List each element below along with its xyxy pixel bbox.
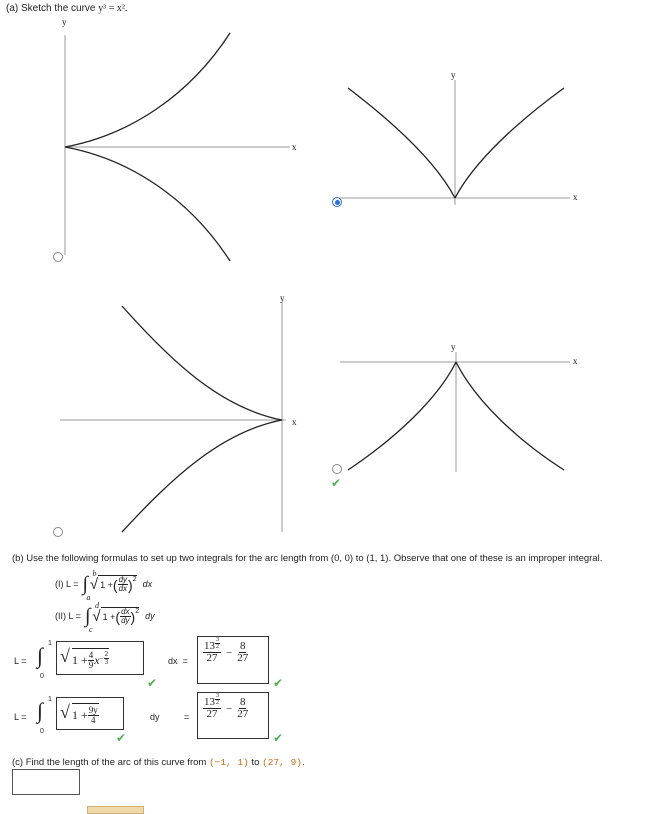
row1-result-den2: 27 xyxy=(237,652,249,664)
row2-eq: = xyxy=(184,712,190,722)
radio-option-3[interactable] xyxy=(53,527,63,537)
row1-minus: − xyxy=(226,646,233,659)
part-c-prefix: (c) Find the length of the arc of this curve from xyxy=(12,757,209,768)
row2-integrand-input[interactable] xyxy=(56,697,124,730)
row1-lower: 0 xyxy=(40,673,44,680)
formula1-exp: 2 xyxy=(132,576,137,583)
integral-sign: ∫ xyxy=(37,643,44,668)
row2-L-label: L = xyxy=(14,712,27,722)
row1-result-exp-den: 2 xyxy=(216,644,219,650)
formula1-dnum: dy xyxy=(118,575,128,584)
formula2-radicand: 1 + ( $\frac{dx}{dy}$ ) $^2$ xyxy=(102,607,140,625)
formula1-dden: dx xyxy=(118,584,128,593)
graph4-y-label: y xyxy=(451,342,456,352)
formula1-upper: b xyxy=(92,568,97,578)
row2-radicand xyxy=(72,703,99,725)
row1-one: 1 + xyxy=(72,653,88,667)
part-a-prompt-text: (a) Sketch the curve xyxy=(6,3,99,14)
part-c-answer-input[interactable] xyxy=(12,769,80,795)
part-c-point2: (27, 9) xyxy=(262,757,302,768)
formula2-dden: dy xyxy=(121,616,130,625)
row2-result-exp: 3 xyxy=(216,693,219,699)
part-c-prompt xyxy=(12,757,305,768)
row1-num: 4 xyxy=(88,650,94,660)
row1-exp xyxy=(100,651,109,666)
row2-result-exp-den: 2 xyxy=(216,700,219,706)
row2-upper: 1 xyxy=(48,696,52,703)
row2-result-input[interactable] xyxy=(197,692,269,739)
part-a-prompt xyxy=(6,3,127,14)
row2-lower: 0 xyxy=(40,728,44,735)
radio-option-4[interactable] xyxy=(332,464,342,474)
integral-sign: ∫ b a xyxy=(82,568,97,602)
formula2-upper: d xyxy=(94,600,99,610)
row1-result-base: 13 xyxy=(204,640,215,652)
radio-option-2[interactable] xyxy=(332,197,342,207)
row2-result-den: 27 xyxy=(206,708,218,720)
formula2-dnum: dx xyxy=(121,607,130,616)
graph4-x-label: x xyxy=(573,356,578,366)
graph2-y-label: y xyxy=(451,70,456,80)
formula2-exp: 2 xyxy=(135,608,140,615)
radio-option-1[interactable] xyxy=(53,252,63,262)
integral-sign: ∫ xyxy=(37,698,44,723)
row1-diff: dx = xyxy=(168,656,188,666)
formula-1 xyxy=(55,568,153,602)
part-c-end: . xyxy=(302,757,305,768)
row2-result xyxy=(203,693,249,720)
row2-minus: − xyxy=(226,702,233,715)
row2-diff: dy xyxy=(150,712,160,722)
row2-result-den2: 27 xyxy=(237,708,249,720)
formula2-inner: 1 + xyxy=(102,611,116,622)
row1-integrand-input[interactable] xyxy=(56,641,144,675)
check-icon-part-a: ✔ xyxy=(331,476,342,490)
row1-result-den: 27 xyxy=(206,652,218,664)
part-a-equation: y³ = x². xyxy=(98,3,128,14)
row1-var: x xyxy=(94,653,100,667)
check-icon-row1-result: ✔ xyxy=(273,676,284,690)
graph2-x-label: x xyxy=(573,192,578,202)
row1-exp-num: 2 xyxy=(104,650,109,658)
part-b-prompt: (b) Use the following formulas to set up two integrals for the arc length from (0, 0) to (1, 1). Observe that one of these is an improper integral. xyxy=(12,553,603,564)
row1-exp-sign: − xyxy=(99,654,104,663)
formula2-lower: c xyxy=(88,624,93,634)
sqrt-icon: √ xyxy=(92,607,101,625)
graph3-x-label: x xyxy=(292,417,297,427)
sqrt-icon: √ xyxy=(89,575,99,593)
partial-button[interactable] xyxy=(87,806,144,814)
graph1-y-label: y xyxy=(62,17,67,27)
formula2-label: (II) L = xyxy=(55,611,81,621)
check-icon-row1-integrand: ✔ xyxy=(147,676,158,690)
graph-option-4 xyxy=(340,352,580,477)
row2-result-base: 13 xyxy=(204,696,215,708)
sqrt-icon: √ xyxy=(60,702,70,722)
row1-result-input[interactable] xyxy=(197,636,269,684)
graph-option-1 xyxy=(40,15,310,265)
row2-num: 9y xyxy=(88,705,98,715)
check-icon-row2-result: ✔ xyxy=(273,731,284,745)
row1-result-exp: 3 xyxy=(216,637,219,643)
formula2-diff: dy xyxy=(145,611,155,621)
formula1-label: (I) L = xyxy=(55,579,79,589)
row1-result xyxy=(203,637,249,664)
row2-one: 1 + xyxy=(72,708,88,722)
formula-2 xyxy=(55,600,155,634)
formula1-lower: a xyxy=(86,592,91,602)
formula1-diff: dx xyxy=(142,579,153,589)
graph1-x-label: x xyxy=(292,142,297,152)
row1-L-label: L = xyxy=(14,656,27,666)
integral-sign: ∫ d c xyxy=(84,600,99,634)
row1-den: 9 xyxy=(88,660,94,670)
row2-den: 4 xyxy=(91,715,96,725)
row2-result-num2: 8 xyxy=(239,696,246,708)
graph-option-3 xyxy=(60,300,300,535)
row1-upper: 1 xyxy=(48,640,52,647)
sqrt-icon: √ xyxy=(60,646,70,666)
graph3-y-label: y xyxy=(280,293,285,303)
formula1-inner: 1 + xyxy=(100,579,113,590)
part-c-to: to xyxy=(248,757,263,768)
row1-exp-den: 3 xyxy=(104,658,109,666)
graph-option-2 xyxy=(340,80,580,210)
check-icon-row2-integrand: ✔ xyxy=(116,731,127,745)
row1-result-num2: 8 xyxy=(239,640,246,652)
row1-radicand xyxy=(72,648,109,670)
part-c-point1: (−1, 1) xyxy=(208,757,249,768)
formula1-radicand: 1 + ( $\frac{dy}{dx}$ ) $^2$ xyxy=(100,575,137,593)
